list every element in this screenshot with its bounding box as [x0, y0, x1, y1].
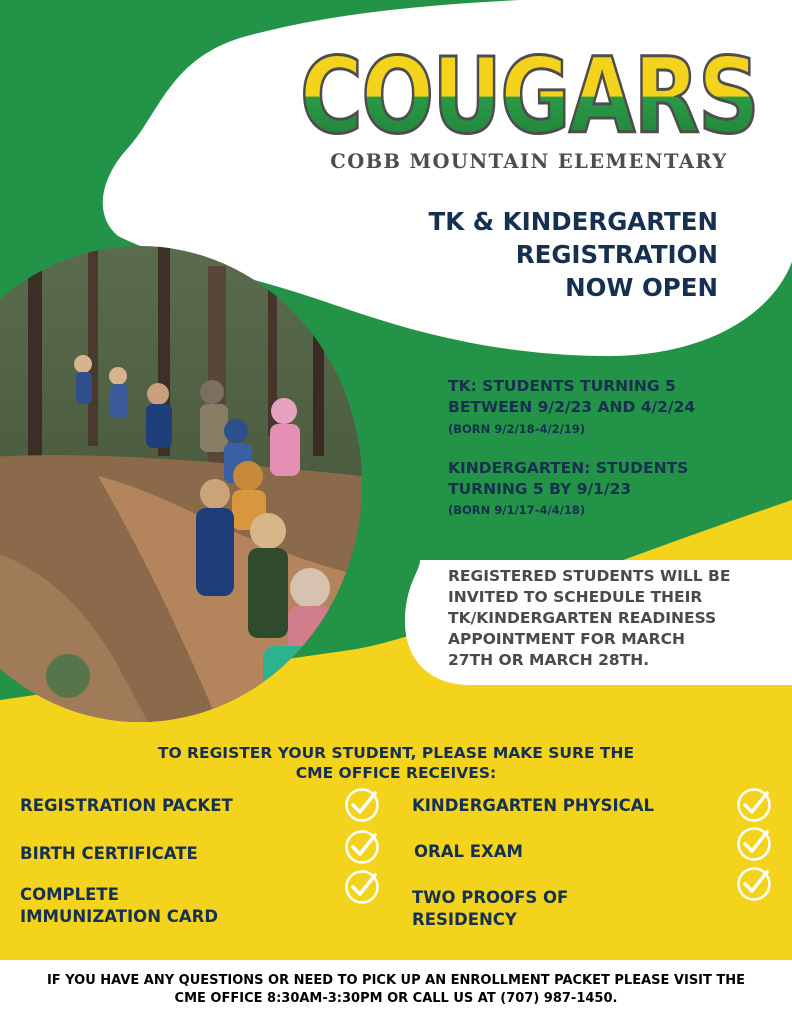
- registration-headline: [429, 205, 718, 304]
- school-name: COBB MOUNTAIN ELEMENTARY: [330, 150, 728, 173]
- requirements-title: [0, 743, 792, 783]
- checkmark-icon: [344, 829, 380, 865]
- readiness-line: 27TH OR MARCH 28TH.: [448, 651, 650, 669]
- readiness-line: REGISTERED STUDENTS WILL BE: [448, 567, 731, 585]
- k-birth-range: (BORN 9/1/17-4/4/18): [448, 503, 586, 517]
- tk-line-2: BETWEEN 9/2/23 AND 4/2/24: [448, 398, 696, 416]
- requirements-title-line: CME OFFICE RECEIVES:: [295, 764, 497, 782]
- logo-title: COUGARS: [300, 42, 758, 146]
- cougars-logo: [296, 42, 762, 146]
- requirement-line: IMMUNIZATION CARD: [20, 907, 219, 926]
- requirement-kindergarten-physical: KINDERGARTEN PHYSICAL: [412, 796, 655, 815]
- checkmark-icon: [736, 787, 772, 823]
- requirement-line: TWO PROOFS OF: [412, 888, 569, 907]
- readiness-notice: [448, 566, 730, 671]
- requirement-proofs-of-residency: [412, 887, 568, 931]
- headline-line: REGISTRATION: [515, 240, 718, 269]
- requirements-title-line: TO REGISTER YOUR STUDENT, PLEASE MAKE SURE THE: [157, 744, 635, 762]
- requirement-oral-exam: ORAL EXAM: [414, 842, 523, 861]
- checkmark-icon: [736, 826, 772, 862]
- tk-eligibility: [448, 376, 695, 418]
- readiness-line: INVITED TO SCHEDULE THEIR: [448, 588, 703, 606]
- readiness-line: APPOINTMENT FOR MARCH: [448, 630, 685, 648]
- requirement-immunization-card: [20, 884, 218, 928]
- checkmark-icon: [344, 869, 380, 905]
- tk-birth-range: (BORN 9/2/18-4/2/19): [448, 422, 586, 436]
- footer-line: IF YOU HAVE ANY QUESTIONS OR NEED TO PICK UP AN ENROLLMENT PACKET PLEASE VISIT THE: [46, 973, 746, 988]
- kindergarten-eligibility: [448, 458, 688, 500]
- contact-footer: [0, 972, 792, 1008]
- headline-line: TK & KINDERGARTEN: [428, 207, 718, 236]
- requirement-registration-packet: REGISTRATION PACKET: [20, 796, 233, 815]
- requirement-line: RESIDENCY: [412, 910, 517, 929]
- checkmark-icon: [344, 787, 380, 823]
- readiness-line: TK/KINDERGARTEN READINESS: [448, 609, 717, 627]
- headline-line: NOW OPEN: [565, 273, 718, 302]
- k-line-2: TURNING 5 BY 9/1/23: [448, 480, 632, 498]
- k-line-1: KINDERGARTEN: STUDENTS: [448, 459, 689, 477]
- requirement-birth-certificate: BIRTH CERTIFICATE: [20, 844, 198, 863]
- tk-line-1: TK: STUDENTS TURNING 5: [448, 377, 676, 395]
- requirement-line: COMPLETE: [20, 885, 119, 904]
- footer-line: CME OFFICE 8:30AM-3:30PM OR CALL US AT (707) 987-1450.: [174, 991, 618, 1006]
- checkmark-icon: [736, 866, 772, 902]
